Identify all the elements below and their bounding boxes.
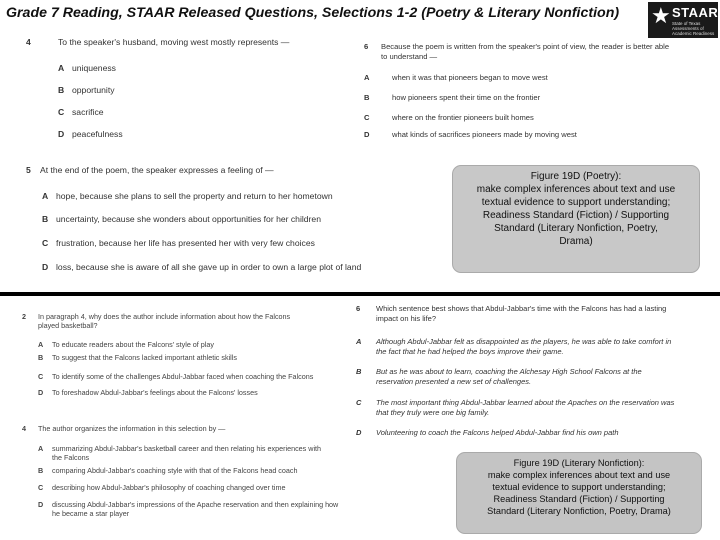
standard-box-poetry: Figure 19D (Poetry): make complex inferences about text and use textual evidence to support understanding; Readiness Standard (Fiction) / Supporting Standard (Literary Nonfiction, Poetry, Drama) — [452, 165, 700, 273]
question-stem-line2: to understand — — [381, 52, 438, 61]
standard-box-literary-nonfiction: Figure 19D (Literary Nonfiction): make complex inferences about text and use textual evidence to support understanding; Readiness Standard (Fiction) / Supporting Standard (Literary Nonfiction, Poetry, Drama) — [456, 452, 702, 534]
question-stem-line1: In paragraph 4, why does the author include information about how the Falcons — [38, 312, 291, 321]
question-stem-line2: impact on his life? — [376, 314, 437, 323]
top-question-4: 4 To the speaker's husband, moving west mostly represents — A uniqueness B opportunity C sacrifice D peacefulness — [26, 37, 290, 139]
question-stem-line2: played basketball? — [38, 321, 98, 330]
question-stem: The author organizes the information in this selection by — — [38, 424, 226, 433]
page-title: Grade 7 Reading, STAAR Released Questions, Selections 1-2 (Poetry & Literary Nonfiction) — [6, 5, 620, 21]
bottom-question-2: 2 In paragraph 4, why does the author include information about how the Falcons played basketball? A To educate readers about the Falcons' style of play B To suggest that the Falcons lacked important athletic skills C To identify some of the challenges Abdul-Jabbar faced when coaching the Falcons D To foreshadow Abdul-Jabbar's feelings about the Falcons' losses — [22, 312, 314, 397]
question-stem-line1: Which sentence best shows that Abdul-Jabbar's time with the Falcons has had a lasting — [376, 304, 667, 313]
question-number: 4 — [26, 37, 31, 47]
bottom-question-4: 4 The author organizes the information in this selection by — A summarizing Abdul-Jabbar's basketball career and then relating his experiences with the Falcons B comparing Abdul-Jabbar's coaching style with that of the Falcons head coach C describing how Abdul-Jabbar's philosophy of coaching changed over time D discussing Abdul-Jabbar's impressions of the Apache reservation and then explaining how he became a star player — [22, 424, 339, 518]
bottom-question-6: 6 Which sentence best shows that Abdul-Jabbar's time with the Falcons has had a lasting impact on his life? A Although Abdul-Jabbar felt as disappointed as the players, he was able to take comfort in the fact that he had helped the boys improve their game. B But as he was about to learn, coaching the Alchesay High School Falcons at the reservation presented a new set of challenges. C The most important thing Abdul-Jabbar learned about the Apaches on the reservation was that they truly were one big family. D Volunteering to coach the Falcons helped Abdul-Jabbar find his own path — [356, 304, 675, 437]
logo-word: STAAR — [672, 5, 719, 20]
question-stem: At the end of the poem, the speaker expresses a feeling of — — [40, 165, 274, 175]
top-question-5: 5 At the end of the poem, the speaker expresses a feeling of — A hope, because she plans to sell the property and return to her hometown B uncertainty, because she wonders about opportunities for her children C frustration, because her life has presented her with very few choices D loss, because she is aware of all she gave up in order to own a large plot of land — [26, 165, 362, 272]
star-icon: ★ — [651, 3, 671, 28]
top-question-6: 6 Because the poem is written from the speaker's point of view, the reader is better able to understand — A when it was that pioneers began to move west B how pioneers spent their time on the frontier C where on the frontier pioneers built homes D what kinds of sacrifices pioneers made by moving west — [364, 42, 670, 139]
question-number: 4 — [22, 424, 26, 433]
section-divider — [0, 292, 720, 296]
question-number: 5 — [26, 165, 31, 175]
question-number: 2 — [22, 312, 26, 321]
question-stem-line1: Because the poem is written from the speaker's point of view, the reader is better able — [381, 42, 670, 51]
question-number: 6 — [356, 304, 361, 313]
question-stem: To the speaker's husband, moving west mostly represents — — [58, 37, 290, 47]
staar-logo — [648, 2, 718, 38]
logo-tagline: State of Texas Assessments of Academic Readiness — [672, 21, 715, 36]
question-number: 6 — [364, 42, 369, 51]
